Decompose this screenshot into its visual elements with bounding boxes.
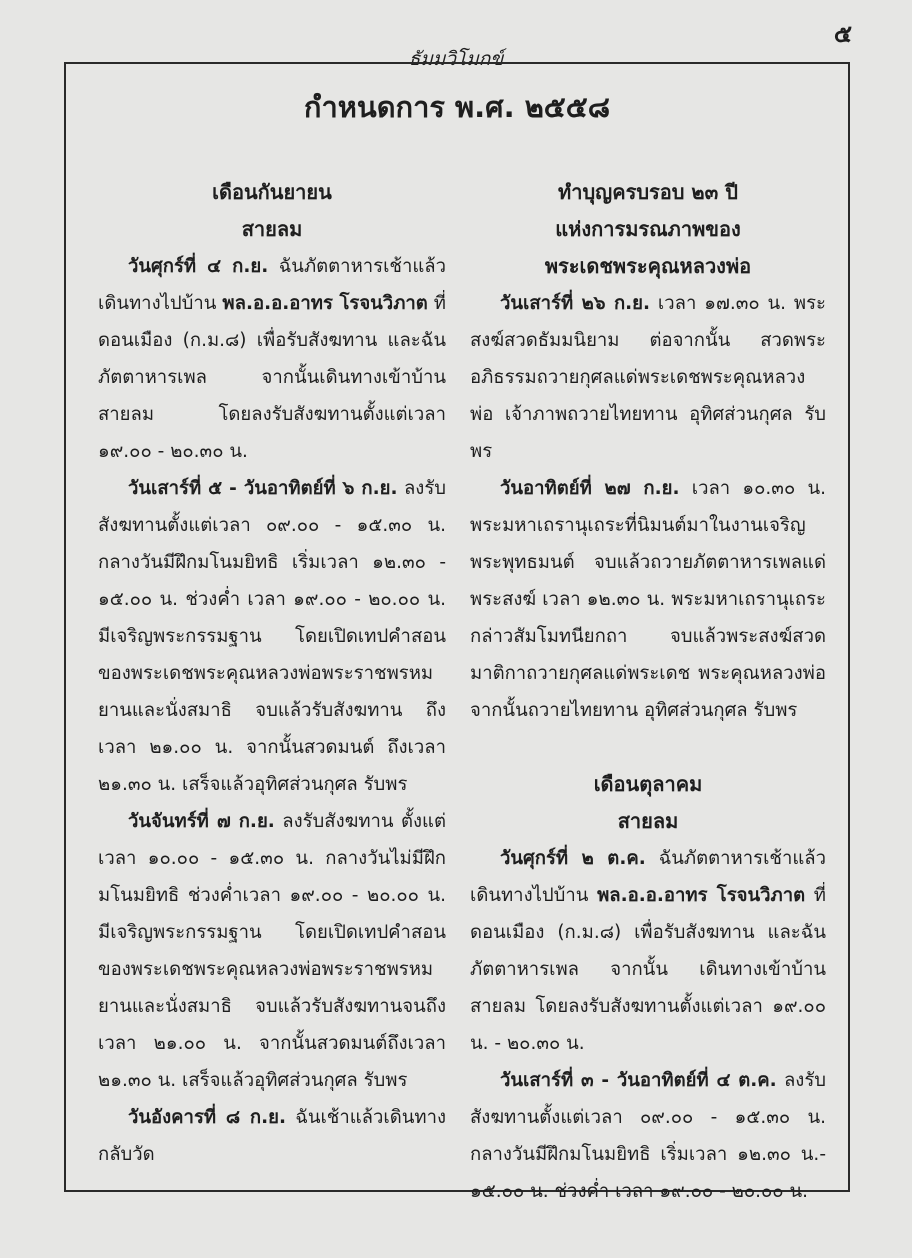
schedule-date: วันอังคารที่ ๘ ก.ย. — [128, 1107, 287, 1128]
section-spacer — [470, 729, 826, 766]
anniversary-heading: แห่งการมรณภาพของ — [555, 217, 741, 241]
schedule-date: วันจันทร์ที่ ๗ ก.ย. — [128, 811, 275, 832]
schedule-date: วันอาทิตย์ที่ ๒๗ ก.ย. — [500, 478, 680, 499]
person-name: พล.อ.อ.อาทร โรจนวิภาต — [597, 885, 806, 906]
schedule-paragraph: วันเสาร์ที่ ๒๖ ก.ย. เวลา ๑๗.๓๐ น. พระสงฆ์สวดธัมมนิยาม ต่อจากนั้น สวดพระอภิธรรมถวายกุศลแด่พระเดชพระคุณหลวงพ่อ เจ้าภาพถวายไทยทาน อุทิศส่วนกุศล รับพร — [470, 293, 826, 462]
anniversary-heading: ทำบุญครบรอบ ๒๓ ปี — [558, 180, 738, 204]
month-heading-october: เดือนตุลาคม — [593, 772, 703, 796]
anniversary-heading: พระเดชพระคุณหลวงพ่อ — [544, 254, 752, 278]
schedule-date: วันศุกร์ที่ ๔ ก.ย. — [128, 256, 269, 277]
schedule-date: วันเสาร์ที่ ๒๖ ก.ย. — [500, 293, 651, 314]
page-title: กำหนดการ พ.ศ. ๒๕๕๘ — [303, 90, 611, 124]
month-heading-september: เดือนกันยายน — [212, 180, 332, 204]
location-heading: สายลม — [241, 217, 303, 241]
schedule-paragraph: วันจันทร์ที่ ๗ ก.ย. ลงรับสังฆทาน ตั้งแต่เวลา ๑๐.๐๐ - ๑๕.๓๐ น. กลางวันไม่มีฝึกมโนมยิทธิ ช่วงค่ำเวลา ๑๙.๐๐ - ๒๐.๐๐ น. มีเจริญพระกรรมฐาน โดยเปิดเทปคำสอนของพระเดชพระคุณหลวงพ่อพระราชพรหมยานและนั่งสมาธิ จบแล้วรับสังฆทานจนถึง เวลา ๒๑.๐๐ น. จากนั้นสวดมนต์ถึงเวลา ๒๑.๓๐ น. เสร็จแล้วอุทิศส่วนกุศล รับพร — [98, 811, 446, 1091]
schedule-date: วันศุกร์ที่ ๒ ต.ค. — [500, 848, 646, 869]
page-number: ๕ — [833, 20, 852, 48]
left-column — [98, 174, 446, 1173]
schedule-paragraph: วันอังคารที่ ๘ ก.ย. ฉันเช้าแล้วเดินทางกลับวัด — [98, 1107, 446, 1165]
schedule-paragraph: วันศุกร์ที่ ๒ ต.ค. ฉันภัตตาหารเช้าแล้ว เดินทางไปบ้าน พล.อ.อ.อาทร โรจนวิภาต ที่ดอนเมือง (ก.ม.๘) เพื่อรับสังฆทาน และฉันภัตตาหารเพล จากนั้น เดินทางเข้าบ้านสายลม โดยลงรับสังฆทานตั้งแต่เวลา ๑๙.๐๐ น. - ๒๐.๓๐ น. — [470, 848, 826, 1054]
running-header: ธัมมวิโมกข์ — [408, 48, 504, 70]
schedule-paragraph: วันเสาร์ที่ ๓ - วันอาทิตย์ที่ ๔ ต.ค. ลงรับสังฆทานตั้งแต่เวลา ๐๙.๐๐ - ๑๕.๓๐ น. กลางวันมีฝึกมโนมยิทธิ เริ่มเวลา ๑๒.๓๐ น.- ๑๕.๐๐ น. ช่วงค่ำ เวลา ๑๙.๐๐ - ๒๐.๐๐ น. — [470, 1070, 827, 1202]
schedule-date: วันเสาร์ที่ ๓ - วันอาทิตย์ที่ ๔ ต.ค. — [500, 1070, 777, 1091]
schedule-date: วันเสาร์ที่ ๕ - วันอาทิตย์ที่ ๖ ก.ย. — [128, 478, 398, 499]
schedule-paragraph: วันอาทิตย์ที่ ๒๗ ก.ย. เวลา ๑๐.๓๐ น. พระมหาเถรานุเถระที่นิมนต์มาในงานเจริญพระพุทธมนต์ จบแล้วถวายภัตตาหารเพลแด่พระสงฆ์ เวลา ๑๒.๓๐ น. พระมหาเถรานุเถระกล่าวสัมโมทนียกถา จบแล้วพระสงฆ์สวดมาติกาถวายกุศลแด่พระเดช พระคุณหลวงพ่อ จากนั้นถวายไทยทาน อุทิศส่วนกุศล รับพร — [470, 478, 826, 721]
right-column — [470, 174, 826, 1210]
schedule-paragraph: วันเสาร์ที่ ๕ - วันอาทิตย์ที่ ๖ ก.ย. ลงรับสังฆทานตั้งแต่เวลา ๐๙.๐๐ - ๑๕.๓๐ น. กลางวันมีฝึกมโนมยิทธิ เริ่มเวลา ๑๒.๓๐ - ๑๕.๐๐ น. ช่วงค่ำ เวลา ๑๙.๐๐ - ๒๐.๐๐ น. มีเจริญพระกรรมฐาน โดยเปิดเทปคำสอนของพระเดชพระคุณหลวงพ่อพระราชพรหมยานและนั่งสมาธิ จบแล้วรับสังฆทาน ถึงเวลา ๒๑.๐๐ น. จากนั้นสวดมนต์ ถึงเวลา ๒๑.๓๐ น. เสร็จแล้วอุทิศส่วนกุศล รับพร — [98, 478, 446, 795]
person-name: พล.อ.อ.อาทร โรจนวิภาต — [222, 293, 428, 314]
content-frame — [64, 62, 850, 1202]
location-heading: สายลม — [617, 809, 679, 833]
schedule-paragraph: วันศุกร์ที่ ๔ ก.ย. ฉันภัตตาหารเช้าแล้วเดินทางไปบ้าน พล.อ.อ.อาทร โรจนวิภาต ที่ดอนเมือง (ก.ม.๘) เพื่อรับสังฆทาน และฉันภัตตาหารเพล จากนั้นเดินทางเข้าบ้านสายลม โดยลงรับสังฆทานตั้งแต่เวลา ๑๙.๐๐ - ๒๐.๓๐ น. — [98, 256, 446, 462]
